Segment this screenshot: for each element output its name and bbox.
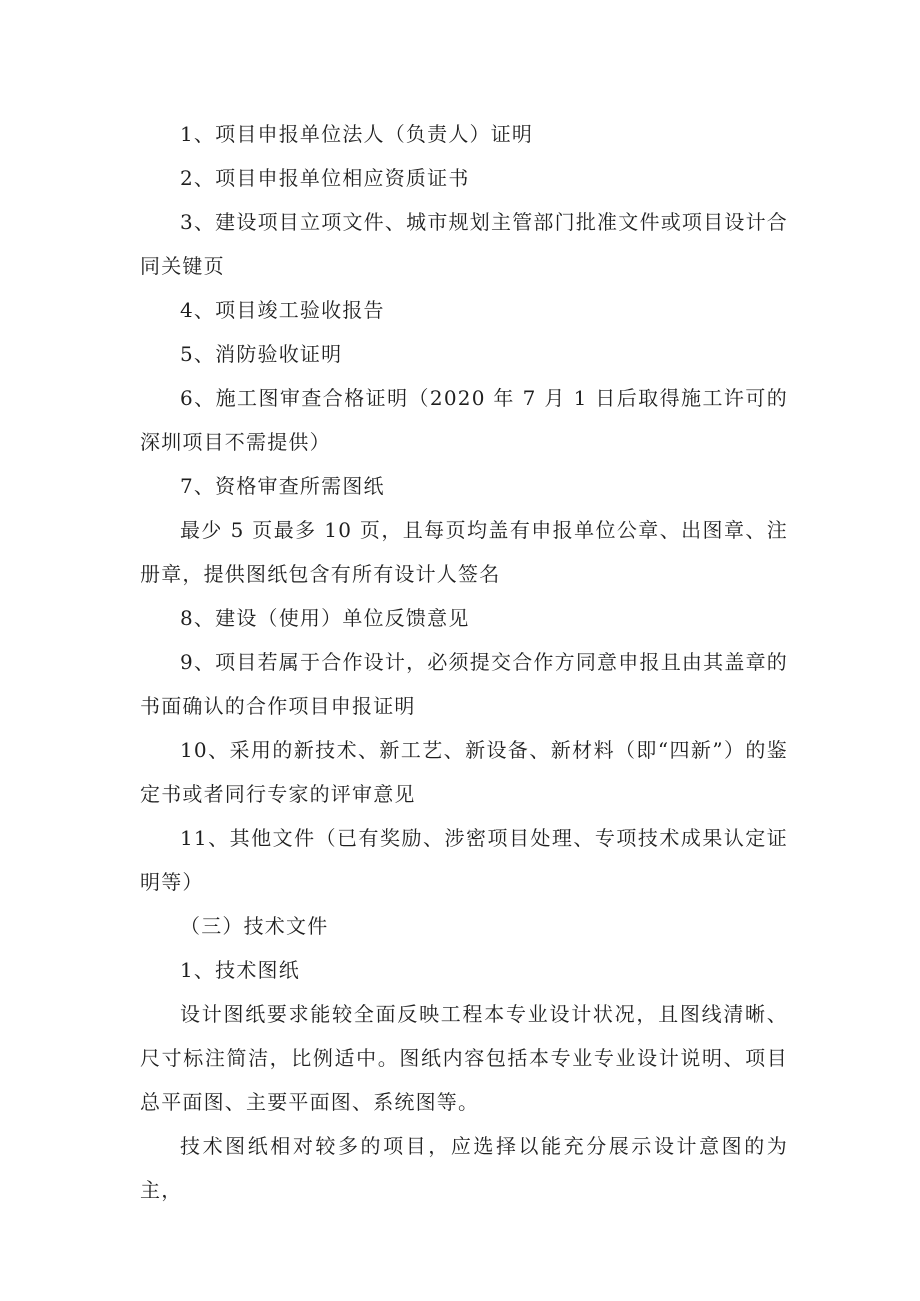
list-item-owner-feedback: 8、建设（使用）单位反馈意见 (180, 606, 470, 630)
list-item-legal-person-proof: 1、项目申报单位法人（负责人）证明 (180, 122, 534, 146)
list-item-cooperation-proof: 9、项目若属于合作设计，必须提交合作方同意申报且由其盖章的书面确认的合作项目申报证明 (140, 650, 788, 718)
list-item-project-approval-documents: 3、建设项目立项文件、城市规划主管部门批准文件或项目设计合同关键页 (140, 210, 788, 278)
list-item-other-documents: 11、其他文件（已有奖励、涉密项目处理、专项技术成果认定证明等） (140, 826, 788, 894)
list-item-technical-drawings: 1、技术图纸 (180, 958, 300, 982)
drawing-requirements-text: 最少 5 页最多 10 页，且每页均盖有申报单位公章、出图章、注册章，提供图纸包含有所有设计人签名 (140, 518, 788, 586)
list-item-qualification-drawings: 7、资格审查所需图纸 (180, 474, 385, 498)
list-item-construction-drawing-review: 6、施工图审查合格证明（2020 年 7 月 1 日后取得施工许可的深圳项目不需提供） (140, 386, 788, 454)
list-item-new-technology-appraisal: 10、采用的新技术、新工艺、新设备、新材料（即“四新”）的鉴定书或者同行专家的评审意见 (140, 738, 788, 806)
technical-drawing-selection-note: 技术图纸相对较多的项目，应选择以能充分展示设计意图的为主， (140, 1134, 788, 1202)
list-item-completion-acceptance-report: 4、项目竣工验收报告 (180, 298, 385, 322)
technical-drawing-requirements: 设计图纸要求能较全面反映工程本专业设计状况，且图线清晰、尺寸标注简洁，比例适中。图纸内容包括本专业专业设计说明、项目总平面图、主要平面图、系统图等。 (140, 1002, 788, 1114)
list-item-qualification-certificate: 2、项目申报单位相应资质证书 (180, 166, 470, 190)
section-heading-technical-documents: （三）技术文件 (180, 914, 329, 938)
document-body (140, 112, 788, 1212)
list-item-fire-acceptance-proof: 5、消防验收证明 (180, 342, 343, 366)
